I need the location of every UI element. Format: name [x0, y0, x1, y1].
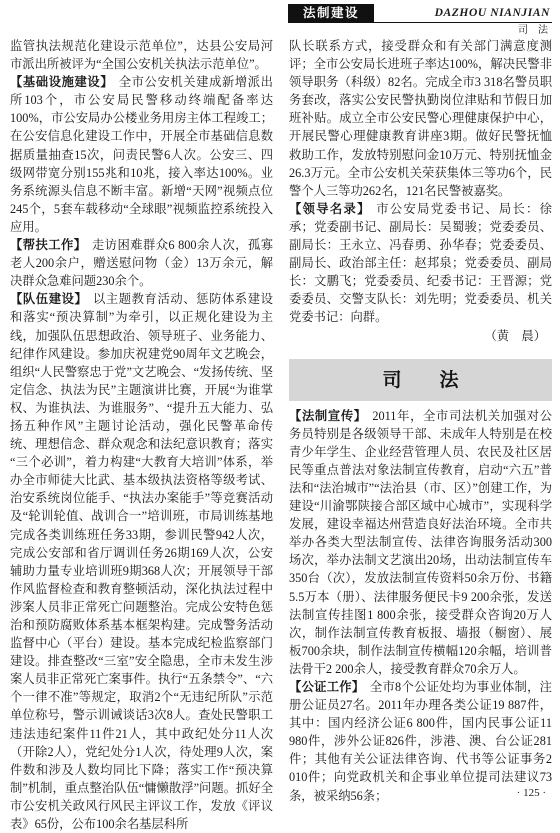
- entry-heading: 【帮扶工作】: [10, 238, 87, 253]
- entry-heading: 【法制宣传】: [289, 408, 367, 423]
- entry-text: 全市8个公证处均为事业体制，注册公证员27名。2011年办理各类公证19 887件，其中：国内经济公证6 800件，国内民事公证11 980件，涉外公证826件，涉港、澳、台公证281件；其他有关公证法律咨询、代书等公证事务2 010件；向党政机关和企事业单位提司法建议73条，被采纳56条；: [289, 680, 552, 803]
- entry-text: 走访困难群众6 800余人次，孤寡老人200余户，赠送慰问物（金）13万余元，解决群众急难问题230余个。: [10, 238, 273, 289]
- entry-heading: 【基础设施建设】: [10, 75, 114, 90]
- entry-notarization: [289, 678, 552, 805]
- entry-text: 市公安局党委书记、局长：徐承；党委副书记、副局长：吴蜀骏；党委委员、副局长：王永立、冯春勇、孙华春；党委委员、副局长、政治部主任：赵邦泉；党委委员、副局长：文鹏飞；党委委员、纪委书记：王晋源；党委委员、交警支队长：刘先明；党委委员、机关党委书记：向群。: [289, 201, 552, 325]
- entry-text: 全市公安机关建成新增派出所103个，市公安局民警移动终端配备率达100%，市公安局办公楼业务用房主体工程竣工；在公安信息化建设工作中，开展全市基础信息数据质量抽查15次，问责民警6人次。公安三、四级网带宽分别155兆和10兆，接入率达100%。业务系统源头信息不断丰富。新增“天网”视频点位245个，5套车载移动“全球眼”视频监控系统投入应用。: [10, 75, 273, 234]
- entry-leadership-list: [289, 200, 552, 327]
- journal-name: DAZHOU NIANJIAN: [434, 7, 550, 19]
- entry-heading: 【队伍建设】: [10, 292, 88, 307]
- left-column: [10, 37, 273, 832]
- continued-paragraph: 监管执法规范化建设示范单位”，达县公安局河市派出所被评为“全国公安机关执法示范单位”。: [10, 39, 273, 72]
- entry-legal-publicity: [289, 407, 552, 678]
- entry-team-building: [10, 290, 273, 833]
- entry-heading: 【领导名录】: [289, 201, 371, 216]
- entry-text: 2011年，全市司法机关加强对公务员特别是各级领导干部、未成年人特别是在校青少年学生、企业经营管理人员、农民及社区居民等重点普法对象法制宣传教育，启动“六五”普法和“法治城市”“法治县（市、区）”创建工作，为建设“川渝鄂陕接合部区域中心城市”，实现科学发展，建设幸福达州营造良好法治环境。全市共举办各类大型法制宣传、法律咨询服务活动300场次，举办法制文艺演出20场，出动法制宣传车350台（次），发放法制宣传资料50余万份、书籍5.5万本（册）、法律服务便民卡9 200余张，发送法制宣传挂图1 800余张，接受群众咨询20万人次，制作法制宣传教育板报、墙报（橱窗）、展板700余块，制作法制宣传横幅120余幅，培训普法骨干2 200余人，接受教育群众70余万人。: [289, 408, 552, 676]
- section-heading-box: [289, 359, 552, 401]
- entry-text: 以主题教育活动、惩防体系建设和落实“预决算制”为牵引，以正规化建设为主线，加强队伍思想政治、领导班子、业务能力、纪律作风建设。参加庆祝建党90周年文艺晚会，组织“人民警察忠于党”文艺晚会、“发扬传统、坚定信念、执法为民”主题演讲比赛，开展“为谁掌权、为谁执法、为谁服务”、“提升五大能力、弘扬五种作风”主题讨论活动，强化民警革命传统、理想信念、群众观念和法纪意识教育；落实“三个必训”，着力构建“大教育大培训”体系，举办全市师徒大比武、基本级执法资格等级考试、治安系统岗位能手、“执法办案能手”等竞赛活动及“轮训轮值、战训合一”培训班，市局训练基地完成各类训练班任务33期，参训民警942人次，完成公安部和省厅调训任务26期169人次，公安辅助力量专业培训班9期368人次；开展领导干部作风监督检查和教育整顿活动，深化执法过程中涉案人员非正常死亡问题整治。完成公安特色惩治和预防腐败体系基本框架构建。完成警务活动监督中心（平台）建设。基本完成纪检监察部门建设。排查整改“三室”安全隐患，全市未发生涉案人员非正常死亡案事件。执行“五条禁令”、“六个一律不准”等规定，取消2个“无违纪所队”示范单位称号，警示训诫谈话3次8人。查处民警职工违法违纪案件11件21人，其中政纪处分11人次（开除2人），党纪处分1人次，待处理9人次，案件数和涉及人数均同比下降；落实工作“预决算制”机制，重点整治队伍“慵懒散浮”问题。抓好全市公安机关政风行风民主评议工作，发放《评议表》65份，公布100余名基层科所: [10, 292, 273, 832]
- entry-heading: 【公证工作】: [289, 680, 365, 694]
- page-number: · 125 ·: [516, 787, 546, 799]
- continued-paragraph: 队长联系方式，接受群众和有关部门满意度测评；全市公安局长进班子率达100%，解决民警非领导职务（科级）82名。完成全市3 318名警员职务套改，落实公安民警执勤岗位津贴和节假日加班补贴。成立全市公安民警心理健康保护中心，开展民警心理健康教育讲座3期。做好民警抚恤救助工作，发放特别慰问金10万元、特别抚恤金26.3万元。全市公安机关荣获集体三等功6个，民警个人三等功262名，121名民警被嘉奖。: [289, 39, 552, 198]
- section-label: 法制建设: [302, 5, 359, 20]
- section-label-box: [288, 4, 374, 22]
- entry-infrastructure: [10, 73, 273, 236]
- section-heading: 司 法: [382, 368, 459, 391]
- header-rule: [288, 22, 552, 23]
- entry-assistance: [10, 236, 273, 290]
- author-credit: （黄 晨）: [484, 328, 546, 343]
- running-subsection: 司 法: [518, 25, 548, 36]
